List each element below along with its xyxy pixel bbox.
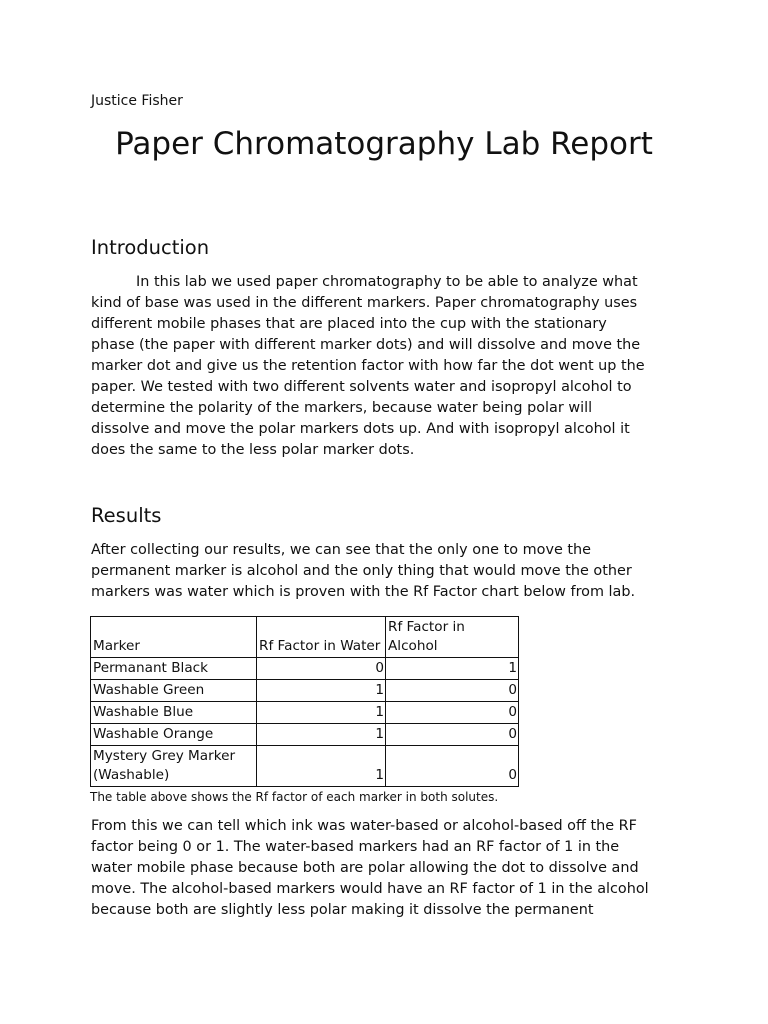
paragraph-line: factor being 0 or 1. The water-based markers had an RF factor of 1 in the — [91, 839, 620, 855]
marker-cell: Washable Green — [91, 680, 257, 702]
rf-water-cell: 1 — [257, 724, 386, 746]
marker-cell: Washable Blue — [91, 702, 257, 724]
paragraph-line: dissolve and move the polar markers dots up. And with isopropyl alcohol it — [91, 421, 630, 437]
marker-cell — [91, 746, 257, 787]
rf-water-cell: 1 — [257, 680, 386, 702]
marker-cell-line1: Mystery Grey Marker — [93, 748, 236, 764]
table-row — [91, 658, 519, 680]
paragraph-line: because both are slightly less polar making it dissolve the permanent — [91, 902, 594, 918]
introduction-paragraph — [91, 272, 691, 461]
rf-water-cell: 1 — [257, 702, 386, 724]
rf-alcohol-cell: 1 — [386, 658, 519, 680]
rf-alcohol-cell: 0 — [386, 702, 519, 724]
table-row — [91, 746, 519, 787]
paragraph-line: After collecting our results, we can see that the only one to move the — [91, 542, 592, 558]
results-heading: Results — [91, 504, 162, 527]
results-paragraph — [91, 540, 691, 603]
paragraph-line: move. The alcohol-based markers would have an RF factor of 1 in the alcohol — [91, 881, 649, 897]
paragraph-line: determine the polarity of the markers, because water being polar will — [91, 400, 593, 416]
rf-factor-table — [90, 616, 519, 787]
rf-water-cell: 1 — [257, 746, 386, 787]
rf-alcohol-cell: 0 — [386, 724, 519, 746]
rf-alcohol-cell: 0 — [386, 746, 519, 787]
paragraph-line: phase (the paper with different marker dots) and will dissolve and move the — [91, 337, 641, 353]
paragraph-line: From this we can tell which ink was water-based or alcohol-based off the RF — [91, 818, 637, 834]
table-row — [91, 724, 519, 746]
marker-cell: Washable Orange — [91, 724, 257, 746]
paragraph-line: kind of base was used in the different markers. Paper chromatography uses — [91, 295, 638, 311]
header-rf-alcohol — [386, 617, 519, 658]
header-marker: Marker — [91, 617, 257, 658]
table-header-row — [91, 617, 519, 658]
paragraph-line: markers was water which is proven with the Rf Factor chart below from lab. — [91, 584, 636, 600]
author-name: Justice Fisher — [91, 93, 183, 109]
paragraph-line: water mobile phase because both are polar allowing the dot to dissolve and — [91, 860, 639, 876]
table-row — [91, 680, 519, 702]
paragraph-line: permanent marker is alcohol and the only thing that would move the other — [91, 563, 632, 579]
page-title: Paper Chromatography Lab Report — [115, 126, 653, 162]
table-caption: The table above shows the Rf factor of each marker in both solutes. — [90, 790, 499, 804]
conclusion-paragraph — [91, 816, 691, 921]
header-rf-alcohol-line2: Alcohol — [388, 638, 438, 654]
paragraph-line: does the same to the less polar marker dots. — [91, 442, 415, 458]
paragraph-line: In this lab we used paper chromatography to be able to analyze what — [136, 274, 638, 290]
table-row — [91, 702, 519, 724]
paragraph-line: paper. We tested with two different solvents water and isopropyl alcohol to — [91, 379, 632, 395]
marker-cell: Permanant Black — [91, 658, 257, 680]
paragraph-line: different mobile phases that are placed into the cup with the stationary — [91, 316, 607, 332]
header-rf-alcohol-line1: Rf Factor in — [388, 619, 465, 635]
marker-cell-line2: (Washable) — [93, 767, 170, 783]
rf-water-cell: 0 — [257, 658, 386, 680]
rf-alcohol-cell: 0 — [386, 680, 519, 702]
introduction-heading: Introduction — [91, 236, 210, 259]
header-rf-water: Rf Factor in Water — [257, 617, 386, 658]
paragraph-line: marker dot and give us the retention factor with how far the dot went up the — [91, 358, 645, 374]
